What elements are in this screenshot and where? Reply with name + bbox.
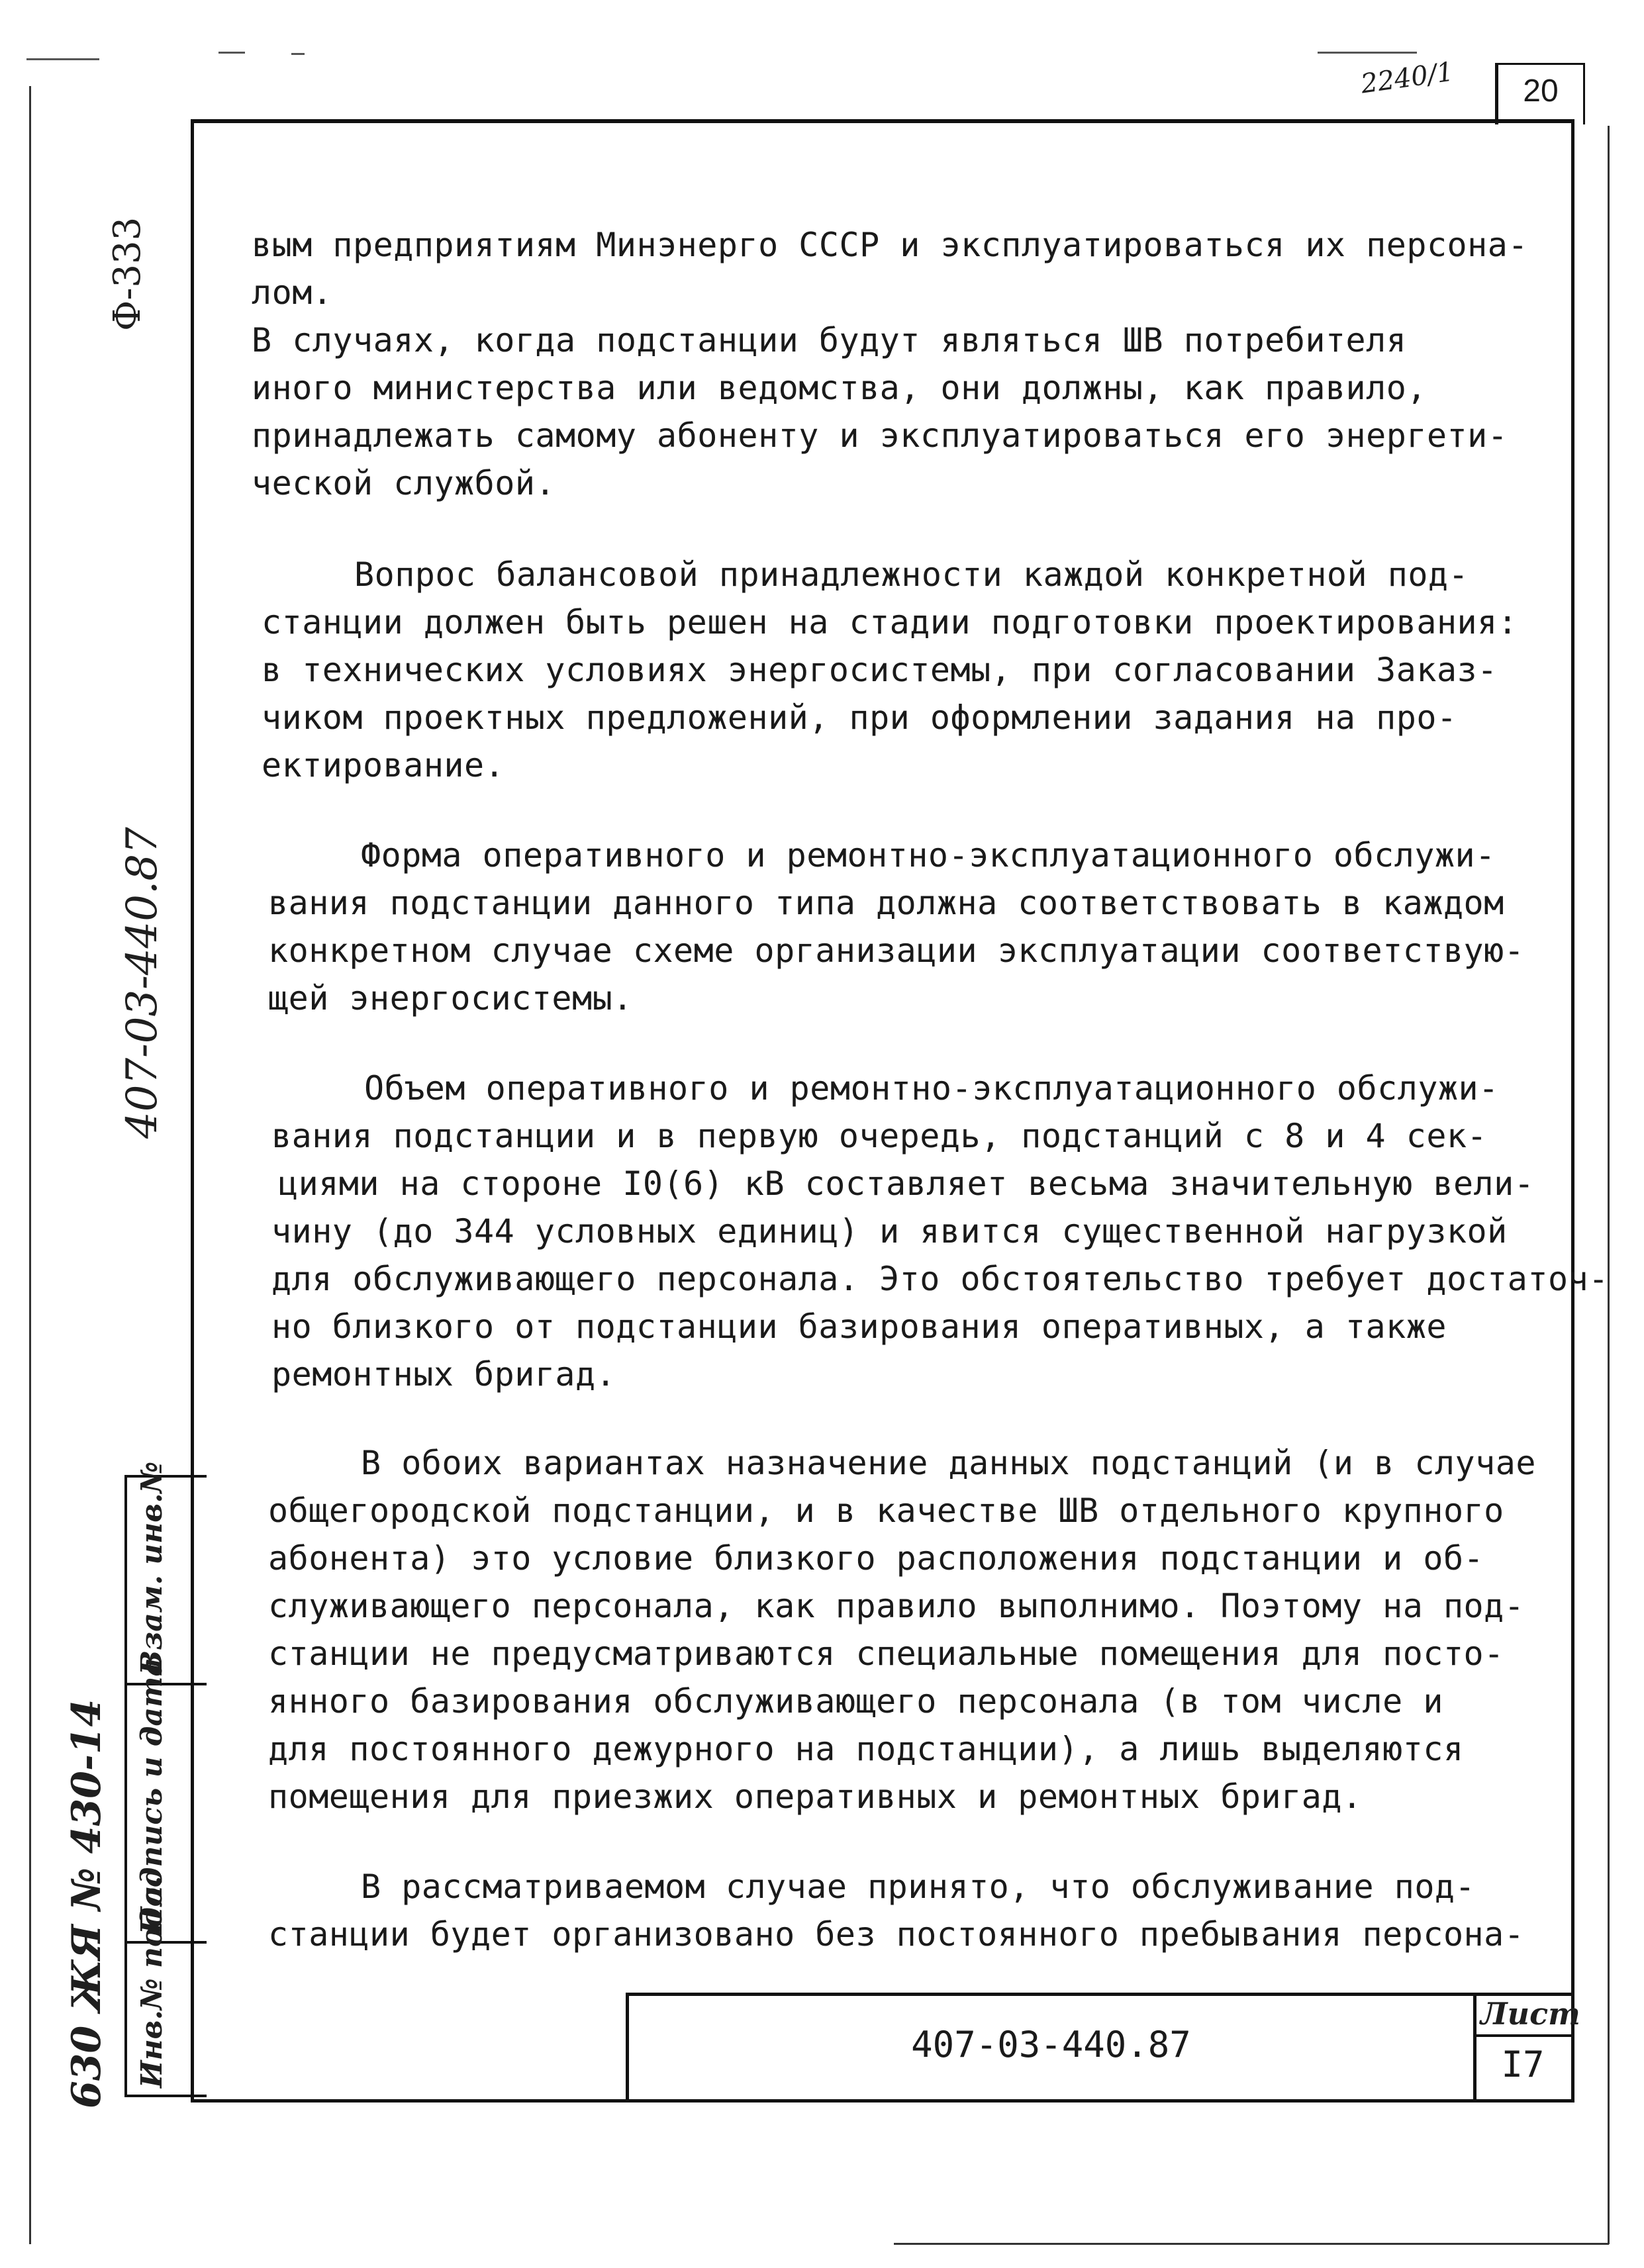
handwritten-ref: 2240/1: [1359, 56, 1456, 100]
title-block-doc-number: 407-03-440.87: [911, 2024, 1191, 2065]
text-line: ческой службой.: [252, 464, 556, 502]
text-line: абонента) это условие близкого расположения подстанции и об-: [268, 1539, 1484, 1578]
text-line: но близкого от подстанции базирования оперативных, а также: [271, 1307, 1447, 1346]
top-sheet-box: [1495, 63, 1585, 124]
outer-right-border: [1608, 126, 1610, 2244]
text-line: Форма оперативного и ремонтно-эксплуатационного обслужи-: [361, 836, 1496, 874]
margin-stamp: [124, 1461, 207, 2097]
text-line: служивающего персонала, как правило выполнимо. Поэтому на под-: [268, 1587, 1525, 1625]
text-line: для обслуживающего персонала. Это обстоятельство требует достаточ-: [271, 1260, 1609, 1298]
outer-left-border: [29, 86, 31, 2244]
text-line: щей энергосистемы.: [268, 979, 633, 1017]
text-line: иного министерства или ведомства, они должны, как правило,: [252, 369, 1427, 407]
sheet-label: Лист: [1480, 1996, 1580, 2032]
text-line: янного базирования обслуживающего персонала (в том числе и: [268, 1682, 1443, 1721]
text-line: лом.: [252, 273, 333, 312]
text-line: принадлежать самому абоненту и эксплуатироваться его энергети-: [252, 416, 1508, 455]
text-line: ремонтных бригад.: [271, 1355, 616, 1394]
stamp-col-replace: Взам. инв.№: [135, 1461, 169, 1675]
text-line: общегородской подстанции, и в качестве ШВ отдельного крупного: [268, 1491, 1504, 1530]
text-line: вым предприятиям Минэнерго СССР и эксплуатироваться их персона-: [252, 226, 1528, 264]
form-code: Ф-333: [106, 216, 149, 331]
text-line: циями на стороне I0(6) кВ составляет весьма значительную вели-: [278, 1164, 1535, 1203]
text-line: станции не предусматриваются специальные помещения для посто-: [268, 1634, 1504, 1673]
stamp-col-inv: Инв.№ подл.: [135, 1875, 169, 2088]
title-block: [626, 1993, 1580, 2102]
text-line: для постоянного дежурного на подстанции), а лишь выделяются: [268, 1730, 1464, 1768]
text-line: Вопрос балансовой принадлежности каждой конкретной под-: [354, 555, 1469, 594]
sheet-number: I7: [1501, 2044, 1545, 2085]
text-line: помещения для приезжих оперативных и ремонтных бригад.: [268, 1777, 1363, 1816]
outer-bottom-border: [894, 2243, 1609, 2245]
archive-note: 630 ЖЯ № 430-14: [64, 1699, 110, 2108]
text-line: В случаях, когда подстанции будут являться ШВ потребителя: [252, 321, 1407, 359]
top-sheet-number: 20: [1523, 73, 1559, 109]
text-line: чину (до 344 условных единиц) и явится существенной нагрузкой: [271, 1212, 1508, 1251]
text-line: В рассматриваемом случае принято, что обслуживание под-: [361, 1867, 1476, 1906]
text-line: ектирование.: [262, 746, 505, 784]
text-line: вания подстанции данного типа должна соответствовать в каждом: [268, 884, 1504, 922]
text-line: станции должен быть решен на стадии подготовки проектирования:: [262, 603, 1518, 641]
text-line: чиком проектных предложений, при оформлении задания на про-: [262, 698, 1457, 737]
margin-doc-code: 407-03-440.87: [118, 827, 167, 1139]
text-line: в технических условиях энергосистемы, при согласовании Заказ-: [262, 651, 1498, 689]
text-line: вания подстанции и в первую очередь, подстанций с 8 и 4 сек-: [271, 1117, 1488, 1155]
stamp-col-sign: Подпись и дата: [135, 1657, 169, 1934]
text-line: станции будет организовано без постоянного пребывания персона-: [268, 1915, 1525, 1954]
text-line: Объем оперативного и ремонтно-эксплуатационного обслужи-: [364, 1069, 1499, 1108]
text-line: В обоих вариантах назначение данных подстанций (и в случае: [361, 1444, 1536, 1482]
text-line: конкретном случае схеме организации эксплуатации соответствую-: [268, 931, 1525, 970]
